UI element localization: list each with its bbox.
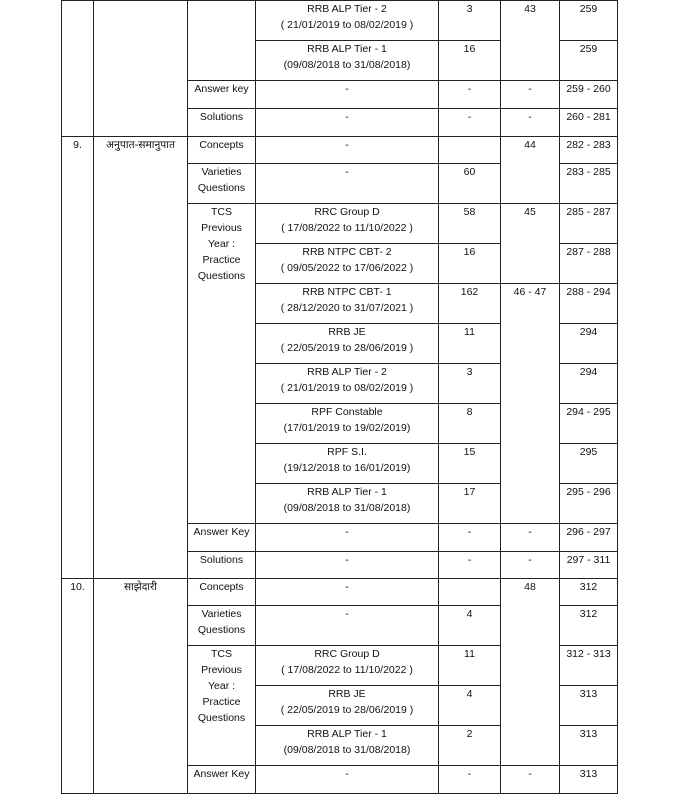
section-cell: Concepts — [188, 579, 256, 606]
exam-name: RRB JE — [328, 326, 366, 338]
section-label: Questions — [197, 182, 246, 194]
exam-cell: - — [256, 109, 439, 137]
exam-cell — [256, 284, 439, 324]
exam-date: ( 21/01/2019 to 08/02/2019 ) — [280, 382, 414, 394]
questions-cell: 2 — [439, 726, 501, 766]
days-cell: 43 — [501, 1, 560, 81]
exam-cell: - — [256, 524, 439, 552]
topic-cell — [94, 1, 188, 137]
questions-cell: 4 — [439, 606, 501, 646]
questions-cell: 16 — [439, 41, 501, 81]
page-cell: 312 — [560, 579, 618, 606]
page-cell: 259 — [560, 1, 618, 41]
questions-cell: 60 — [439, 164, 501, 204]
exam-cell: - — [256, 81, 439, 109]
section-label: Practice — [202, 696, 241, 708]
exam-date: ( 21/01/2019 to 08/02/2019 ) — [280, 19, 414, 31]
section-cell — [188, 646, 256, 766]
exam-name: RRB ALP Tier - 2 — [307, 3, 387, 15]
exam-cell: - — [256, 606, 439, 646]
questions-cell: - — [439, 524, 501, 552]
page-cell: 285 - 287 — [560, 204, 618, 244]
questions-cell: 17 — [439, 484, 501, 524]
questions-cell: 8 — [439, 404, 501, 444]
exam-name: RRB ALP Tier - 2 — [307, 366, 387, 378]
exam-name: RRB ALP Tier - 1 — [307, 43, 387, 55]
exam-name: RPF Constable — [311, 406, 383, 418]
section-label: Varieties — [201, 166, 242, 178]
section-cell: Answer key — [188, 81, 256, 109]
exam-cell — [256, 444, 439, 484]
questions-cell: 3 — [439, 1, 501, 41]
exam-cell — [256, 204, 439, 244]
section-label: Year : — [207, 238, 236, 250]
questions-cell: 162 — [439, 284, 501, 324]
page-cell: 259 - 260 — [560, 81, 618, 109]
questions-cell: - — [439, 81, 501, 109]
page-cell: 294 — [560, 324, 618, 364]
questions-cell — [439, 579, 501, 606]
exam-name: RRC Group D — [314, 206, 380, 218]
index-table — [61, 0, 618, 794]
page-cell: 296 - 297 — [560, 524, 618, 552]
exam-date: (17/01/2019 to 19/02/2019) — [283, 422, 411, 434]
days-cell: - — [501, 766, 560, 794]
exam-cell — [256, 244, 439, 284]
topic-cell: साझेदारी — [94, 579, 188, 794]
table-row — [62, 137, 618, 164]
page-cell: 297 - 311 — [560, 552, 618, 579]
days-cell: - — [501, 81, 560, 109]
questions-cell — [439, 137, 501, 164]
exam-name: RRB ALP Tier - 1 — [307, 486, 387, 498]
exam-cell — [256, 484, 439, 524]
page-cell: 282 - 283 — [560, 137, 618, 164]
page-cell: 294 - 295 — [560, 404, 618, 444]
exam-cell — [256, 646, 439, 686]
section-cell — [188, 1, 256, 81]
exam-name: RRB ALP Tier - 1 — [307, 728, 387, 740]
section-label: Varieties — [201, 608, 242, 620]
section-cell — [188, 606, 256, 646]
days-cell: - — [501, 552, 560, 579]
section-label: Questions — [197, 712, 246, 724]
exam-date: ( 17/08/2022 to 11/10/2022 ) — [281, 664, 413, 676]
section-cell: Answer Key — [188, 524, 256, 552]
questions-cell: - — [439, 109, 501, 137]
exam-date: ( 22/05/2019 to 28/06/2019 ) — [280, 342, 414, 354]
page-cell: 312 - 313 — [560, 646, 618, 686]
days-cell: 45 — [501, 204, 560, 284]
section-cell — [188, 164, 256, 204]
page-cell: 259 — [560, 41, 618, 81]
days-cell: - — [501, 524, 560, 552]
page-cell: 313 — [560, 686, 618, 726]
page-cell: 312 — [560, 606, 618, 646]
section-label: Questions — [197, 270, 246, 282]
questions-cell: 4 — [439, 686, 501, 726]
exam-date: (09/08/2018 to 31/08/2018) — [283, 59, 411, 71]
table-row — [62, 1, 618, 41]
page-cell: 288 - 294 — [560, 284, 618, 324]
exam-cell: - — [256, 552, 439, 579]
exam-date: ( 22/05/2019 to 28/06/2019 ) — [280, 704, 414, 716]
exam-cell — [256, 686, 439, 726]
exam-cell: - — [256, 164, 439, 204]
exam-date: (09/08/2018 to 31/08/2018) — [283, 502, 411, 514]
page-cell: 287 - 288 — [560, 244, 618, 284]
exam-date: ( 28/12/2020 to 31/07/2021 ) — [280, 302, 414, 314]
page-cell: 295 - 296 — [560, 484, 618, 524]
page-cell: 295 — [560, 444, 618, 484]
section-label: Practice — [202, 254, 241, 266]
days-cell: 48 — [501, 579, 560, 766]
exam-cell: - — [256, 579, 439, 606]
exam-name: RRB NTPC CBT- 2 — [302, 246, 392, 258]
exam-date: (19/12/2018 to 16/01/2019) — [283, 462, 411, 474]
section-cell: Solutions — [188, 552, 256, 579]
page-cell: 313 — [560, 726, 618, 766]
exam-date: (09/08/2018 to 31/08/2018) — [283, 744, 411, 756]
page-cell: 283 - 285 — [560, 164, 618, 204]
section-cell: Solutions — [188, 109, 256, 137]
exam-date: ( 17/08/2022 to 11/10/2022 ) — [281, 222, 413, 234]
questions-cell: - — [439, 766, 501, 794]
section-label: Questions — [197, 624, 246, 636]
section-label: TCS Previous — [201, 206, 242, 234]
exam-name: RRC Group D — [314, 648, 380, 660]
questions-cell: - — [439, 552, 501, 579]
exam-cell: - — [256, 766, 439, 794]
exam-name: RRB NTPC CBT- 1 — [302, 286, 392, 298]
questions-cell: 11 — [439, 646, 501, 686]
sno-cell — [62, 1, 94, 137]
section-cell: Concepts — [188, 137, 256, 164]
section-label: TCS Previous — [201, 648, 242, 676]
days-cell: 44 — [501, 137, 560, 204]
section-cell: Answer Key — [188, 766, 256, 794]
questions-cell: 11 — [439, 324, 501, 364]
exam-cell — [256, 1, 439, 41]
questions-cell: 3 — [439, 364, 501, 404]
days-cell: - — [501, 109, 560, 137]
exam-name: RPF S.I. — [327, 446, 367, 458]
page-cell: 313 — [560, 766, 618, 794]
questions-cell: 15 — [439, 444, 501, 484]
days-cell: 46 - 47 — [501, 284, 560, 524]
exam-cell — [256, 364, 439, 404]
exam-date: ( 09/05/2022 to 17/06/2022 ) — [280, 262, 414, 274]
section-cell — [188, 204, 256, 524]
sno-cell: 9. — [62, 137, 94, 579]
questions-cell: 16 — [439, 244, 501, 284]
exam-cell — [256, 324, 439, 364]
sno-cell: 10. — [62, 579, 94, 794]
exam-cell — [256, 404, 439, 444]
exam-name: RRB JE — [328, 688, 366, 700]
section-label: Year : — [207, 680, 236, 692]
table-row — [62, 579, 618, 606]
exam-cell: - — [256, 137, 439, 164]
page-cell: 294 — [560, 364, 618, 404]
questions-cell: 58 — [439, 204, 501, 244]
topic-cell: अनुपात-समानुपात — [94, 137, 188, 579]
page-cell: 260 - 281 — [560, 109, 618, 137]
exam-cell — [256, 726, 439, 766]
exam-cell — [256, 41, 439, 81]
